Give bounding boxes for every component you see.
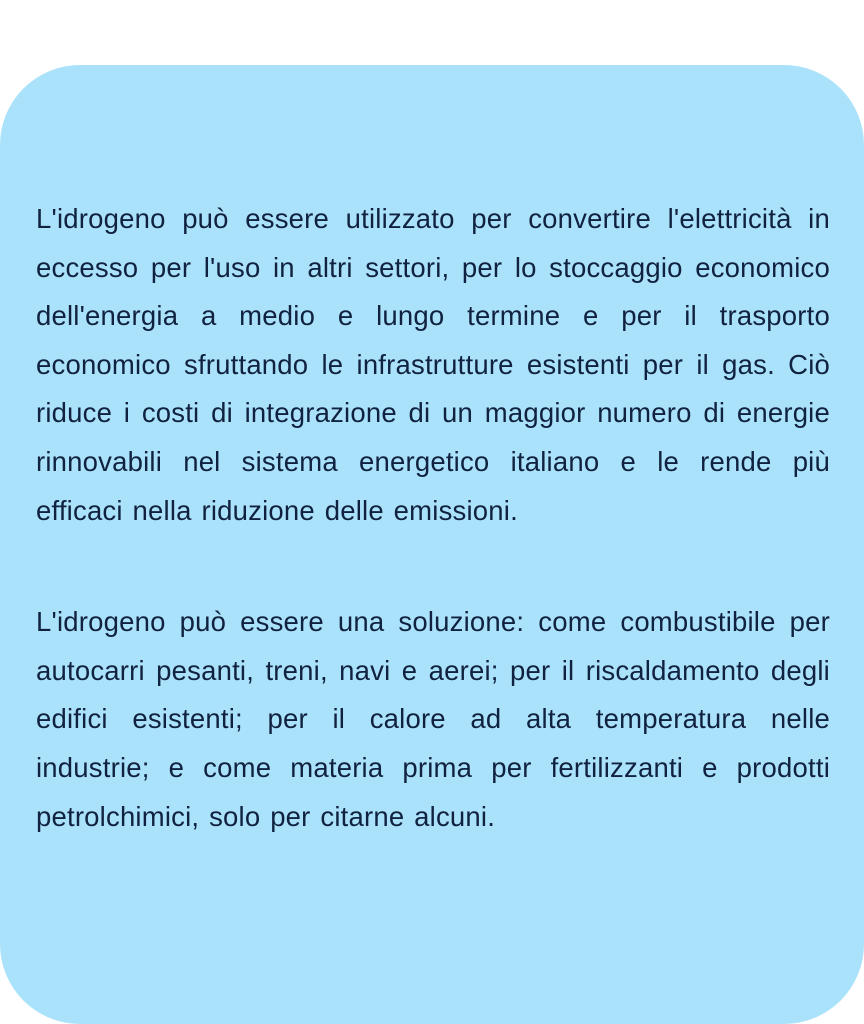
- paragraph-hydrogen-solutions: L'idrogeno può essere una soluzione: come combustibile per autocarri pesanti, treni, navi e aerei; per il riscaldamento degli edifici esistenti; per il calore ad alta temperatura nelle industrie; e come materia prima per fertilizzanti e prodotti petrolchimici, solo per citarne alcuni.: [36, 606, 830, 832]
- info-card: [0, 65, 864, 1024]
- paragraph-hydrogen-uses: L'idrogeno può essere utilizzato per convertire l'elettricità in eccesso per l'uso in altri settori, per lo stoccaggio economico dell'energia a medio e lungo termine e per il trasporto economico sfruttando le infrastrutture esistenti per il gas. Ciò riduce i costi di integrazione di un maggior numero di energie rinnovabili nel sistema energetico italiano e le rende più efficaci nella riduzione delle emissioni.: [36, 203, 830, 526]
